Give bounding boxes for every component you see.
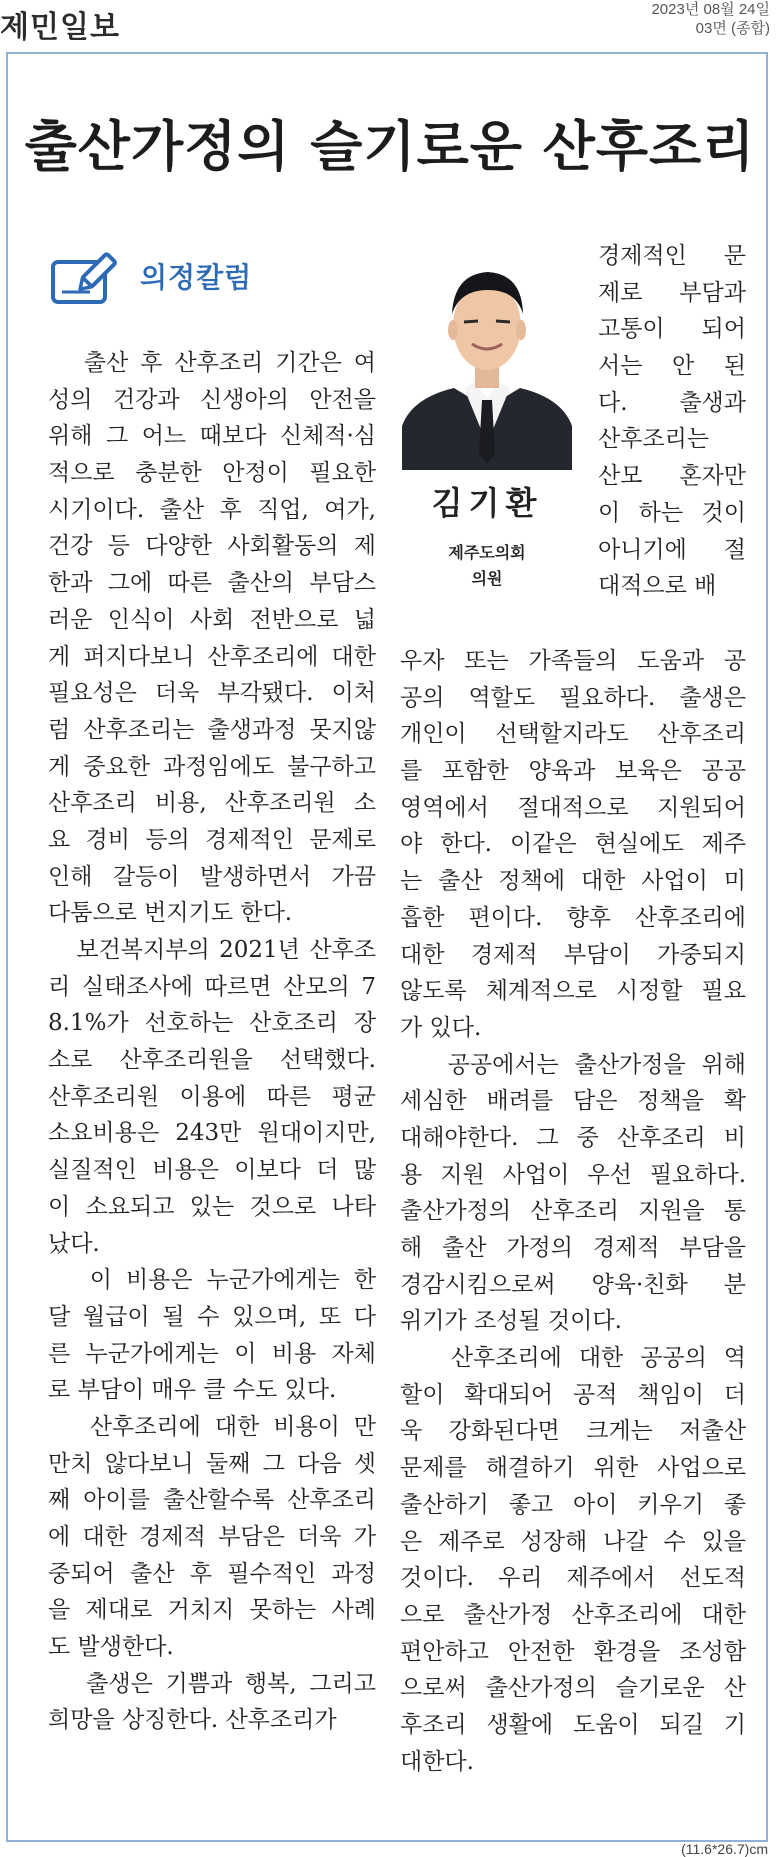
body-text-line: 않도록 체계적으로 시정할 필요 (400, 978, 746, 1005)
body-text-line: 달 월급이 될 수 있으며, 또 다 (48, 1303, 376, 1330)
body-text-line: 대적으로 배 (598, 573, 717, 600)
body-text-line: 건강 등 다양한 사회활동의 제 (48, 533, 376, 560)
body-text-line: 출생은 기쁨과 행복, 그리고 (48, 1670, 376, 1697)
body-text-line: 출산 후 산후조리 기간은 여 (48, 350, 376, 376)
body-text-line: 것이다. 우리 제주에서 선도적 (400, 1565, 746, 1592)
body-text-line: 야 한다. 이같은 현실에도 제주 (400, 831, 746, 858)
body-text-line: 로 부담이 매우 클 수도 있다. (48, 1377, 337, 1404)
body-text-line: 서는 안 된 (598, 353, 746, 380)
body-text-line: 필요성은 더욱 부각됐다. 이처 (48, 680, 376, 707)
body-text-line: 만치 않다보니 둘째 그 다음 셋 (48, 1450, 376, 1477)
body-text-line: 럼 산후조리는 출생과정 못지않 (48, 716, 376, 743)
author-name: 김기환 (431, 484, 543, 522)
body-left-column (48, 345, 376, 1739)
body-text-line: 인해 갈등이 발생하면서 가끔 (48, 863, 376, 890)
body-text-line: 욱 강화된다면 크게는 저출산 (400, 1418, 746, 1445)
body-text-line: 해 출산 가정의 경제적 부담을 (400, 1235, 746, 1261)
author-affiliation-line1: 제주도의회 (448, 543, 526, 562)
body-text-line: 이 하는 것이 (598, 499, 746, 526)
body-right-column (400, 643, 746, 1780)
body-text-line: 산후조리 비용, 산후조리원 소 (48, 790, 376, 817)
body-text-line: 할이 확대되어 공적 책임이 더 (400, 1381, 746, 1408)
body-text-line: 세심한 배려를 담은 정책을 확 (400, 1088, 746, 1115)
body-text-line: 시기이다. 출산 후 직업, 여가, (48, 496, 376, 523)
body-text-line: 으로써 출산가정의 슬기로운 산 (400, 1675, 746, 1702)
body-text-line: 공공에서는 출산가정을 위해 (400, 1051, 746, 1078)
body-text-line: 산후조리는 (598, 426, 710, 453)
body-text-line: 는 출산 정책에 대한 사업이 미 (400, 868, 746, 895)
body-text-line: 산후조리원 이용에 따른 평균 (48, 1083, 376, 1110)
body-text-line: 요 경비 등의 경제적인 문제로 (48, 826, 376, 853)
body-text-line: 산후조리에 대한 비용이 만 (48, 1413, 376, 1440)
body-text-line: 산모 혼자만 (598, 463, 746, 490)
body-text-line: 한과 그에 따른 출산의 부담스 (48, 570, 376, 597)
body-text-line: 은 제주로 성장해 나갈 수 있을 (400, 1528, 746, 1555)
author-affiliation (402, 540, 572, 592)
body-text-line: 문제를 해결하기 위한 사업으로 (400, 1455, 746, 1482)
body-right-top-column (598, 238, 746, 605)
article-size-note: (11.6*26.7)cm (681, 1841, 768, 1857)
author-affiliation-line2: 의원 (471, 569, 503, 588)
body-text-line: 용 지원 사업이 우선 필요하다. (400, 1161, 746, 1188)
body-text-line: 공의 역할도 필요하다. 출생은 (400, 684, 746, 711)
body-text-line: 편안하고 안전한 환경을 조성함 (400, 1638, 746, 1665)
issue-page: 03면 (종합) (695, 20, 770, 37)
body-text-line: 을 제대로 거치지 못하는 사례 (48, 1597, 376, 1624)
body-text-line: 제로 부담과 (598, 279, 746, 306)
body-text-line: 아니기에 절 (598, 536, 746, 563)
body-text-line: 에 대한 경제적 부담은 더욱 가 (48, 1524, 376, 1550)
body-text-line: 중되어 출산 후 필수적인 과정 (48, 1560, 376, 1587)
body-text-line: 소요비용은 243만 원대이지만, (48, 1120, 376, 1147)
body-text-line: 고통이 되어 (598, 316, 746, 343)
body-text-line: 리 실태조사에 따르면 산모의 7 (48, 973, 376, 1000)
body-text-line: 대해야한다. 그 중 산후조리 비 (400, 1124, 746, 1151)
body-text-line: 위해 그 어느 때보다 신체적·심 (48, 423, 376, 450)
body-text-line: 출산하기 좋고 아이 키우기 좋 (400, 1491, 746, 1518)
body-text-line: 경감시킴으로써 양육·친화 분 (400, 1271, 746, 1298)
newspaper-logo: 제민일보 (0, 10, 120, 45)
body-text-line: 다. 출생과 (598, 389, 746, 416)
body-text-line: 출산가정의 산후조리 지원을 통 (400, 1198, 746, 1225)
column-badge (50, 248, 310, 308)
body-text-line: 이 비용은 누군가에게는 한 (48, 1267, 376, 1294)
body-text-line: 으로 출산가정 산후조리에 대한 (400, 1601, 746, 1628)
body-text-line: 른 누군가에게는 이 비용 자체 (48, 1340, 376, 1367)
body-text-line: 성의 건강과 신생아의 안전을 (48, 386, 376, 413)
body-text-line: 째 아이를 출산할수록 산후조리 (48, 1487, 376, 1514)
issue-date: 2023년 08월 24일 (651, 1, 770, 18)
body-text-line: 희망을 상징한다. 산후조리가 (48, 1707, 337, 1734)
body-text-line: 8.1%가 선호하는 산호조리 장 (48, 1010, 376, 1037)
body-text-line: 적으로 충분한 안정이 필요한 (48, 460, 376, 487)
article-headline: 출산가정의 슬기로운 산후조리 (24, 115, 756, 178)
body-text-line: 대한 경제적 부담이 가중되지 (400, 941, 746, 968)
body-text-line: 를 포함한 양육과 보육은 공공 (400, 758, 746, 785)
masthead (0, 0, 776, 48)
body-text-line: 후조리 생활에 도움이 되길 기 (400, 1711, 746, 1738)
body-text-line: 가 있다. (400, 1014, 482, 1041)
pen-on-paper-icon (50, 248, 122, 308)
body-text-line: 이 소요되고 있는 것으로 나타 (48, 1193, 376, 1220)
body-text-line: 소로 산후조리원을 선택했다. (48, 1047, 376, 1074)
body-text-line: 도 발생한다. (48, 1634, 174, 1661)
body-text-line: 실질적인 비용은 이보다 더 많 (48, 1157, 376, 1184)
body-text-line: 났다. (48, 1230, 100, 1257)
author-photo (402, 248, 572, 470)
body-text-line: 러운 인식이 사회 전반으로 넓 (48, 606, 376, 633)
body-text-line: 개인이 선택할지라도 산후조리 (400, 721, 746, 748)
body-text-line: 게 중요한 과정임에도 불구하고 (48, 753, 376, 780)
column-label: 의정칼럼 (140, 261, 253, 294)
body-text-line: 경제적인 문 (598, 243, 746, 269)
body-text-line: 우자 또는 가족들의 도움과 공 (400, 648, 746, 674)
body-text-line: 위기가 조성될 것이다. (400, 1308, 622, 1335)
body-text-line: 영역에서 절대적으로 지원되어 (400, 794, 746, 821)
issue-meta (651, 0, 770, 38)
body-text-line: 산후조리에 대한 공공의 역 (400, 1345, 746, 1372)
author-portrait-image (402, 248, 572, 470)
body-text-line: 대한다. (400, 1748, 474, 1775)
body-text-line: 흡한 편이다. 향후 산후조리에 (400, 904, 746, 931)
body-text-line: 게 퍼지다보니 산후조리에 대한 (48, 643, 376, 670)
body-text-line: 보건복지부의 2021년 산후조 (48, 937, 376, 963)
body-text-line: 다툼으로 번지기도 한다. (48, 900, 293, 927)
